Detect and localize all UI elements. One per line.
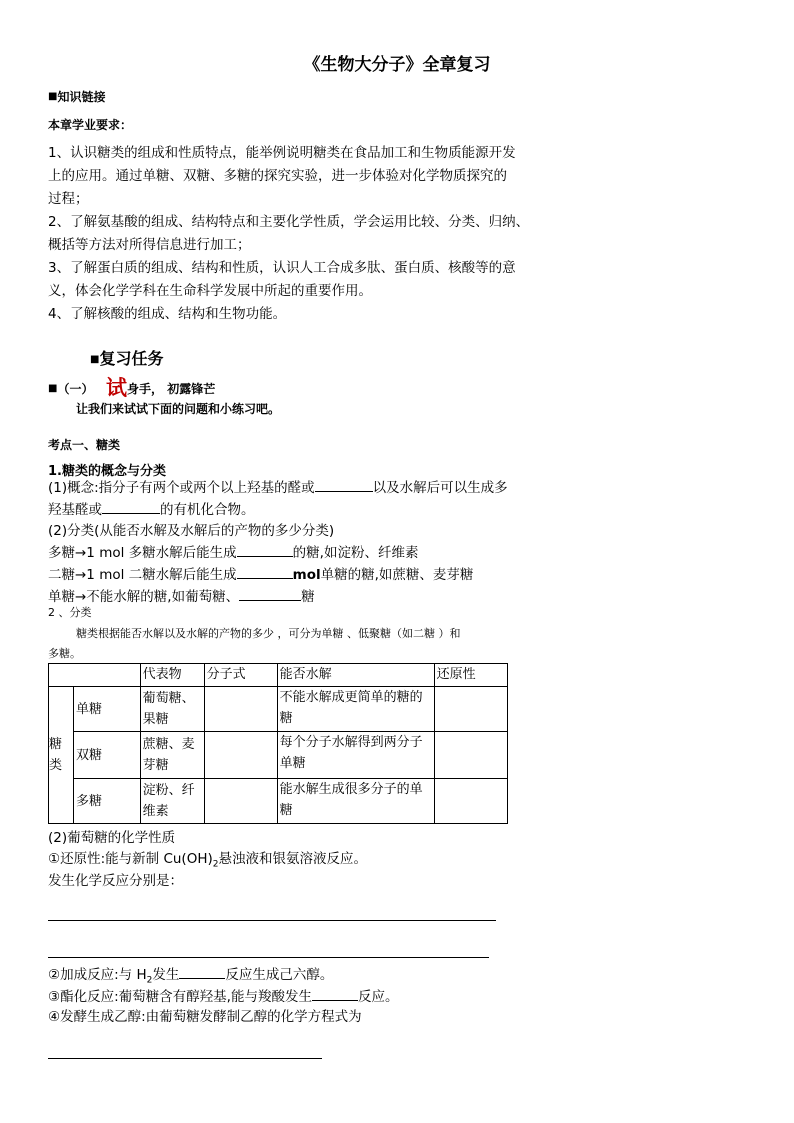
part1-rest: 身手， 初露锋芒 [127, 382, 216, 396]
part1-prefix: （一） [57, 382, 94, 396]
hydrolysis-cell [277, 687, 434, 732]
reducing-line [48, 847, 367, 870]
di-text: 二糖→1 mol 二糖水解后能生成 [48, 567, 237, 583]
mono-text: 单糖→不能水解的糖,如葡萄糖、 [48, 589, 240, 605]
addition-text: 反应生成己六醇。 [225, 967, 334, 983]
rep-cell: 淀粉、纤维素 [140, 779, 204, 824]
mono-text: 糖 [301, 589, 315, 605]
table-header-empty [49, 664, 141, 687]
addition-line [48, 963, 333, 986]
equation-label: 发生化学反应分别是： [48, 873, 183, 889]
blank-field[interactable] [102, 499, 160, 514]
poly-text: 的糖,如淀粉、纤维素 [292, 545, 419, 561]
blank-field[interactable] [237, 564, 293, 579]
hydrolysis-text: 糖 [279, 803, 293, 818]
sugar-table [48, 663, 508, 824]
review-task-label: 复习任务 [99, 349, 164, 368]
hydrolysis-text: 每个分子水解得到两分子 [279, 735, 423, 750]
addition-text: 发生 [152, 967, 180, 983]
kind-cell: 单糖 [74, 687, 141, 732]
reducing-cell[interactable] [434, 779, 507, 824]
hydrolysis-text: 能水解生成很多分子的单 [279, 782, 423, 797]
table-header-cell: 分子式 [204, 664, 277, 687]
knowledge-link-heading [48, 88, 105, 105]
blank-field[interactable] [312, 986, 358, 1001]
di-text: 单糖的糖,如蔗糖、麦芽糖 [320, 567, 474, 583]
formula-cell[interactable] [204, 732, 277, 779]
concept-text: 羟基醛或 [48, 502, 102, 518]
requirement-line: 3、了解蛋白质的组成、结构和性质，认识人工合成多肽、蛋白质、核酸等的意 [48, 260, 516, 276]
kaodian-heading: 考点一、糖类 [48, 438, 121, 452]
requirement-line: 上的应用。通过单糖、双糖、多糖的探究实验，进一步体验对化学物质探究的 [48, 168, 507, 184]
reducing-cell[interactable] [434, 687, 507, 732]
review-task-heading [90, 346, 163, 369]
poly-text: 多糖→1 mol 多糖水解后能生成 [48, 545, 237, 561]
requirement-line: 4、了解核酸的组成、结构和生物功能。 [48, 306, 287, 322]
blank-field[interactable] [315, 477, 373, 492]
part1-big-char: 试 [106, 376, 128, 400]
class2-text-1: 糖类根据能否水解以及水解的产物的多少 ，可分为单糖 、低聚糖（如二糖 ）和 [76, 627, 461, 640]
ester-text: ③酯化反应:葡萄糖含有醇羟基,能与羧酸发生 [48, 989, 312, 1005]
requirement-line: 义，体会化学学科在生命科学发展中所起的重要作用。 [48, 283, 372, 299]
kind-cell: 多糖 [74, 779, 141, 824]
part1-heading [48, 372, 215, 402]
table-row [49, 687, 508, 732]
hydrolysis-cell [277, 779, 434, 824]
ester-line [48, 985, 398, 1005]
classify-title: (2)分类(从能否水解及水解后的产物的多少分类) [48, 523, 335, 539]
blank-field[interactable] [179, 964, 225, 979]
table-header-row [49, 664, 508, 687]
page-title: 《生物大分子》全章复习 [303, 55, 491, 75]
reducing-text: 悬浊液和银氨溶液反应。 [218, 851, 367, 867]
rep-cell: 葡萄糖、果糖 [140, 687, 204, 732]
section1-title: 1.糖类的概念与分类 [48, 464, 166, 479]
concept-block [48, 477, 508, 608]
bullet-icon: ■ [48, 383, 58, 394]
hydrolysis-cell [277, 732, 434, 779]
glucose-title: (2)葡萄糖的化学性质 [48, 830, 176, 846]
hydrolysis-text: 不能水解成更简单的糖的 [279, 690, 423, 705]
requirement-line: 概括等方法对所得信息进行加工； [48, 237, 251, 253]
monosaccharide-line [48, 586, 508, 608]
requirement-line: 2、了解氨基酸的组成、结构特点和主要化学性质，学会运用比较、分类、归纳、 [48, 214, 530, 230]
concept-line-2 [48, 499, 508, 521]
table-header-cell: 能否水解 [277, 664, 434, 687]
requirement-line: 过程； [48, 191, 89, 207]
formula-cell[interactable] [204, 687, 277, 732]
rep-cell: 蔗糖、麦芽糖 [140, 732, 204, 779]
table-row [49, 779, 508, 824]
polysaccharide-line [48, 542, 508, 564]
concept-text: (1)概念:指分子有两个或两个以上羟基的醛或 [48, 480, 315, 496]
intro-text: 让我们来试试下面的问题和小练习吧。 [76, 402, 281, 416]
table-header-cell: 还原性 [434, 664, 507, 687]
kind-cell: 双糖 [74, 732, 141, 779]
answer-line[interactable] [48, 1058, 322, 1059]
answer-line[interactable] [48, 957, 489, 958]
requirements-heading: 本章学业要求： [48, 118, 133, 132]
concept-text: 的有机化合物。 [160, 502, 255, 518]
requirements-list [48, 142, 529, 326]
bullet-icon: ■ [48, 91, 58, 102]
hydrolysis-text: 单糖 [279, 756, 306, 771]
formula-cell[interactable] [204, 779, 277, 824]
blank-field[interactable] [239, 586, 301, 601]
disaccharide-line [48, 564, 508, 586]
table-row [49, 732, 508, 779]
concept-line-1 [48, 477, 508, 499]
reducing-text: ①还原性:能与新制 Cu(OH) [48, 851, 213, 867]
blank-field[interactable] [237, 542, 293, 557]
di-unit: mol [292, 567, 321, 583]
hydrolysis-text: 糖 [279, 711, 293, 726]
group-cell: 糖类 [49, 687, 74, 824]
requirement-line: 1、认识糖类的组成和性质特点，能举例说明糖类在食品加工和生物质能源开发 [48, 145, 516, 161]
subscript: 2 [146, 975, 153, 986]
answer-line[interactable] [48, 920, 496, 921]
knowledge-link-label: 知识链接 [57, 90, 106, 104]
table-header-cell: 代表物 [140, 664, 204, 687]
addition-text: ②加成反应:与 H [48, 967, 147, 983]
class2-title: 2 、分类 [48, 606, 92, 619]
reducing-cell[interactable] [434, 732, 507, 779]
class2-text-2: 多糖。 [48, 647, 81, 660]
concept-text: 以及水解后可以生成多 [372, 480, 508, 496]
subscript: 2 [212, 859, 219, 870]
ester-text: 反应。 [357, 989, 399, 1005]
bullet-icon: ■ [90, 354, 100, 365]
fermentation-line: ④发酵生成乙醇:由葡萄糖发酵制乙醇的化学方程式为 [48, 1009, 362, 1025]
